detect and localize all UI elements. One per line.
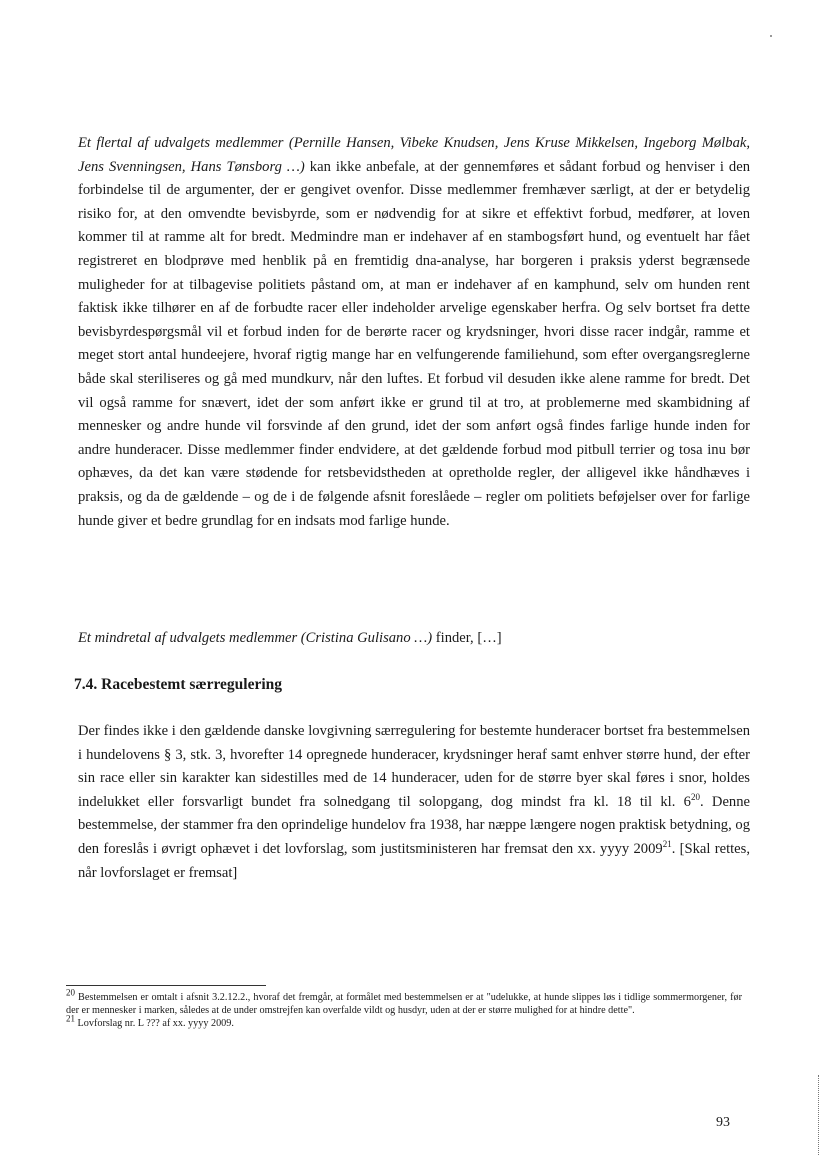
- footnote-text: Bestemmelsen er omtalt i afsnit 3.2.12.2., hvoraf det fremgår, at formålet med bestemmelsen er at "udelukke, at hunde slippes løs i tidlige sommermorgener, før der er mennesker i marken, således at de under omstrejfen kan overfalde vildt og husdyr, uden at der er større mulighed for at hindre dette".: [66, 992, 742, 1016]
- section-heading: 7.4. Racebestemt særregulering: [74, 676, 283, 693]
- scan-edge-artifact: [818, 1075, 819, 1155]
- footnote-divider: [66, 985, 266, 986]
- scan-speck: [770, 35, 772, 37]
- paragraph-majority-opinion: [78, 132, 750, 533]
- footnote-20: [66, 987, 742, 1018]
- footnote-number: 21: [66, 1013, 75, 1024]
- majority-opinion-text: kan ikke anbefale, at der gennemføres et sådant forbud og henviser i den forbindelse til de argumenter, der er gengivet ovenfor. Disse medlemmer fremhæver særligt, at der er betydelig risiko for, at den omvendte bevisbyrde, som er nødvendig for at sikre et effektivt forbud, medfører, at loven kommer til at ramme alt for bredt. Medmindre man er indehaver af en stambogsført hund, og eventuelt har fået registreret en blodprøve med henblik på en fremtidig dna-analyse, har borgeren i praksis yderst begrænsede muligheder for at tilbagevise politiets påstand om, at man er indehaver af en kamphund, selv om hunden rent faktisk ikke tilhører en af de forbudte racer eller indeholder arvelige egenskaber herfra. Og selv bortset fra dette bevisbyrdespørgsmål vil et forbud inden for de berørte racer og krydsninger, hvori disse racer indgår, ramme et meget stort antal hundeejere, hvoraf rigtig mange har en velfungerende familiehund, som efter overgangsreglerne både skal steriliseres og gå med mundkurv, når den luftes. Et forbud vil desuden ikke alene ramme for bredt. Det vil også ramme for snævert, idet der som anført ikke er grund til at tro, at problemerne med skambidning af mennesker og andre hunde vil forsvinde af den grund, idet der som anført også findes farlige hunde inden for andre hunderacer. Disse medlemmer finder endvidere, at det gældende forbud mod pitbull terrier og tosa inu bør ophæves, da det kan være stødende for retsbevidstheden at opretholde regler, der alligevel ikke håndhæves i praksis, og da de gældende – og de i de følgende afsnit foreslåede – regler om politiets beføjelser over for farlige hunde giver et bedre grundlag for en indsats mod farlige hunde.: [78, 158, 750, 529]
- breed-regulation-text-1: Der findes ikke i den gældende danske lovgivning særregulering for bestemte hunderacer bortset fra bestemmelsen i hundelovens § 3, stk. 3, hvorefter 14 opregnede hunderacer, krydsninger heraf samt enhver større hund, der efter sin race eller sin karakter kan sidestilles med de 14 hunderacer, uden for de større byer skal føres i snor, holdes indelukket eller forsvarligt bundet fra solnedgang til solopgang, dog mindst fra kl. 18 til kl. 6: [78, 723, 750, 810]
- footnote-ref-20[interactable]: 20: [690, 791, 700, 802]
- majority-members-lead: Et flertal af udvalgets medlemmer (Pernille Hansen, Vibeke Knudsen, Jens Kruse Mikkelsen, Ingeborg Mølbak, Jens Svenningsen, Hans Tønsborg …): [78, 135, 750, 175]
- paragraph-minority-opinion: [78, 627, 750, 651]
- breed-regulation-text-3: . [Skal rettes, når lovforslaget er fremsat]: [78, 840, 750, 881]
- minority-members-lead: Et mindretal af udvalgets medlemmer (Cristina Gulisano …): [78, 630, 433, 646]
- paragraph-breed-regulation: [78, 720, 750, 885]
- footnote-21: [66, 1013, 742, 1031]
- footnote-number: 20: [66, 987, 75, 998]
- footnotes: [66, 987, 742, 1030]
- minority-opinion-text: finder, […]: [432, 630, 502, 646]
- page-number: 93: [716, 1115, 730, 1130]
- footnote-ref-21[interactable]: 21: [662, 839, 672, 850]
- footnote-text: Lovforslag nr. L ??? af xx. yyyy 2009.: [75, 1017, 234, 1029]
- breed-regulation-text-2: . Denne bestemmelse, der stammer fra den oprindelige hundelov fra 1938, har næppe længere nogen praktisk betydning, og den foreslås i øvrigt ophævet i det lovforslag, som justitsministeren har fremsat den xx. yyyy 2009: [78, 793, 750, 857]
